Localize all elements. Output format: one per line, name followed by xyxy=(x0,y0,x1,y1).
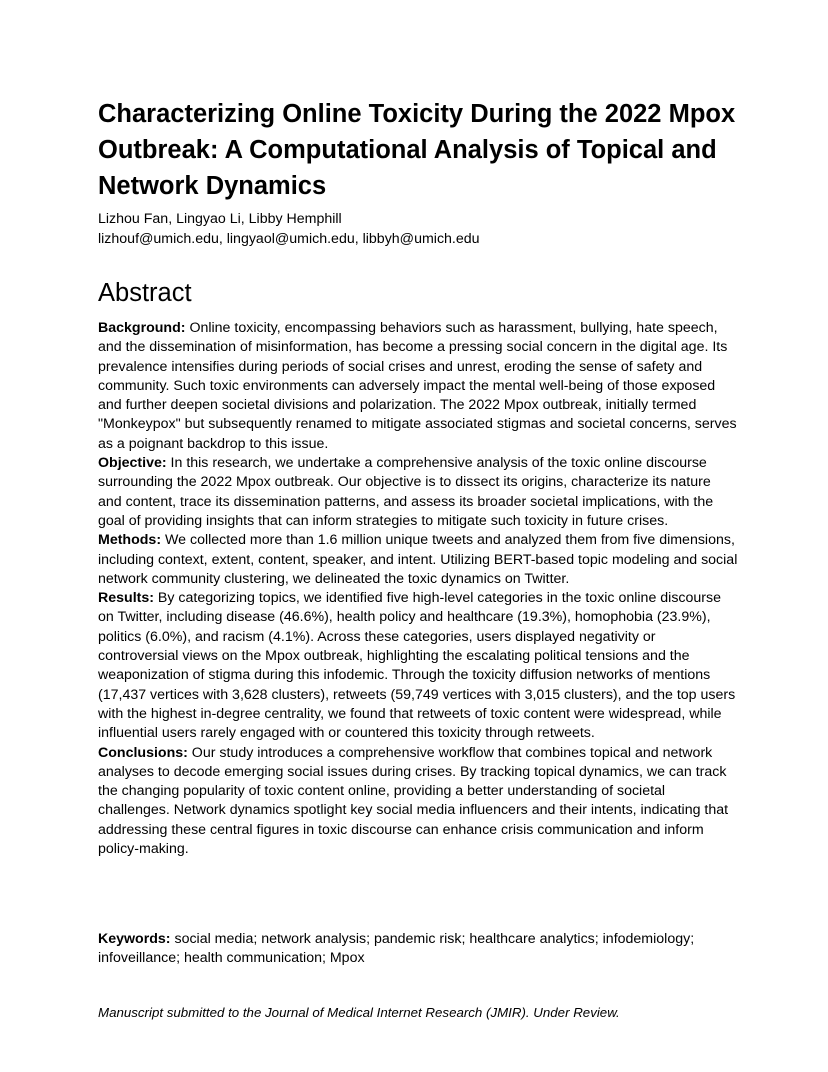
manuscript-note: Manuscript submitted to the Journal of Medical Internet Research (JMIR). Under Review. xyxy=(98,1005,620,1020)
abstract-heading: Abstract xyxy=(98,279,192,307)
section-label: Background: xyxy=(98,320,186,336)
section-text: In this research, we undertake a comprehensive analysis of the toxic online discourse surrounding the 2022 Mpox outbreak. Our objective is to dissect its origins, characterize its nature and content, trace its dissemination patterns, and assess its broader societal implications, with the goal of providing insights that can inform strategies to mitigate such toxicity in future crises. xyxy=(98,455,714,529)
section-label: Objective: xyxy=(98,455,167,472)
keywords-label: Keywords: xyxy=(98,931,171,947)
keywords xyxy=(98,930,738,969)
abstract-methods xyxy=(98,531,738,589)
section-label: Conclusions: xyxy=(98,744,188,761)
author-names: Lizhou Fan, Lingyao Li, Libby Hemphill xyxy=(98,211,342,227)
keywords-text: social media; network analysis; pandemic risk; healthcare analytics; infodemiology; infoveillance; health communication; Mpox xyxy=(98,931,695,967)
section-label: Methods: xyxy=(98,532,162,549)
abstract-background xyxy=(98,319,738,454)
abstract-objective xyxy=(98,454,738,531)
paper-title: Characterizing Online Toxicity During the 2022 Mpox Outbreak: A Computational Analysis of Topical and Network Dynamics xyxy=(98,100,736,200)
abstract-conclusions xyxy=(98,744,738,860)
author-block xyxy=(98,209,758,249)
section-text: We collected more than 1.6 million unique tweets and analyzed them from five dimensions, including context, extent, content, speaker, and intent. Utilizing BERT-based topic modeling and social network community clustering, we delineated the toxic dynamics on Twitter. xyxy=(98,532,738,587)
author-emails: lizhouf@umich.edu, lingyaol@umich.edu, libbyh@umich.edu xyxy=(98,231,480,247)
section-text: By categorizing topics, we identified five high-level categories in the toxic online discourse on Twitter, including disease (46.6%), health policy and healthcare (19.3%), homophobia (23.9%), politics (6.0%), and racism (4.1%). Across these categories, users displayed negativity or controversial views on the Mpox outbreak, highlighting the escalating political tensions and the weaponization of stigma during this infodemic. Through the toxicity diffusion networks of mentions (17,437 vertices with 3,628 clusters), retweets (59,749 vertices with 3,015 clusters), and the top users with the highest in-degree centrality, we found that retweets of toxic content were widespread, while influential users rarely engaged with or countered this toxicity through retweets. xyxy=(98,590,736,742)
section-text: Our study introduces a comprehensive workflow that combines topical and network analyses to decode emerging social issues during crises. By tracking topical dynamics, we can track the changing popularity of toxic content online, providing a better understanding of societal challenges. Network dynamics spotlight key social media influencers and their intents, indicating that addressing these central figures in toxic discourse can enhance crisis communication and inform policy-making. xyxy=(98,744,729,858)
section-label: Results: xyxy=(98,590,154,607)
abstract-results xyxy=(98,589,738,743)
abstract-body xyxy=(98,319,738,859)
section-text: Online toxicity, encompassing behaviors such as harassment, bullying, hate speech, and the dissemination of misinformation, has become a pressing social concern in the digital age. Its prevalence intensifies during periods of social crises and unrest, eroding the sense of safety and community. Such toxic environments can adversely impact the mental well-being of those exposed and further deepen societal divisions and polarization. The 2022 Mpox outbreak, initially termed "Monkeypox" but subsequently renamed to mitigate associated stigmas and societal concerns, serves as a poignant backdrop to this issue. xyxy=(98,320,737,452)
